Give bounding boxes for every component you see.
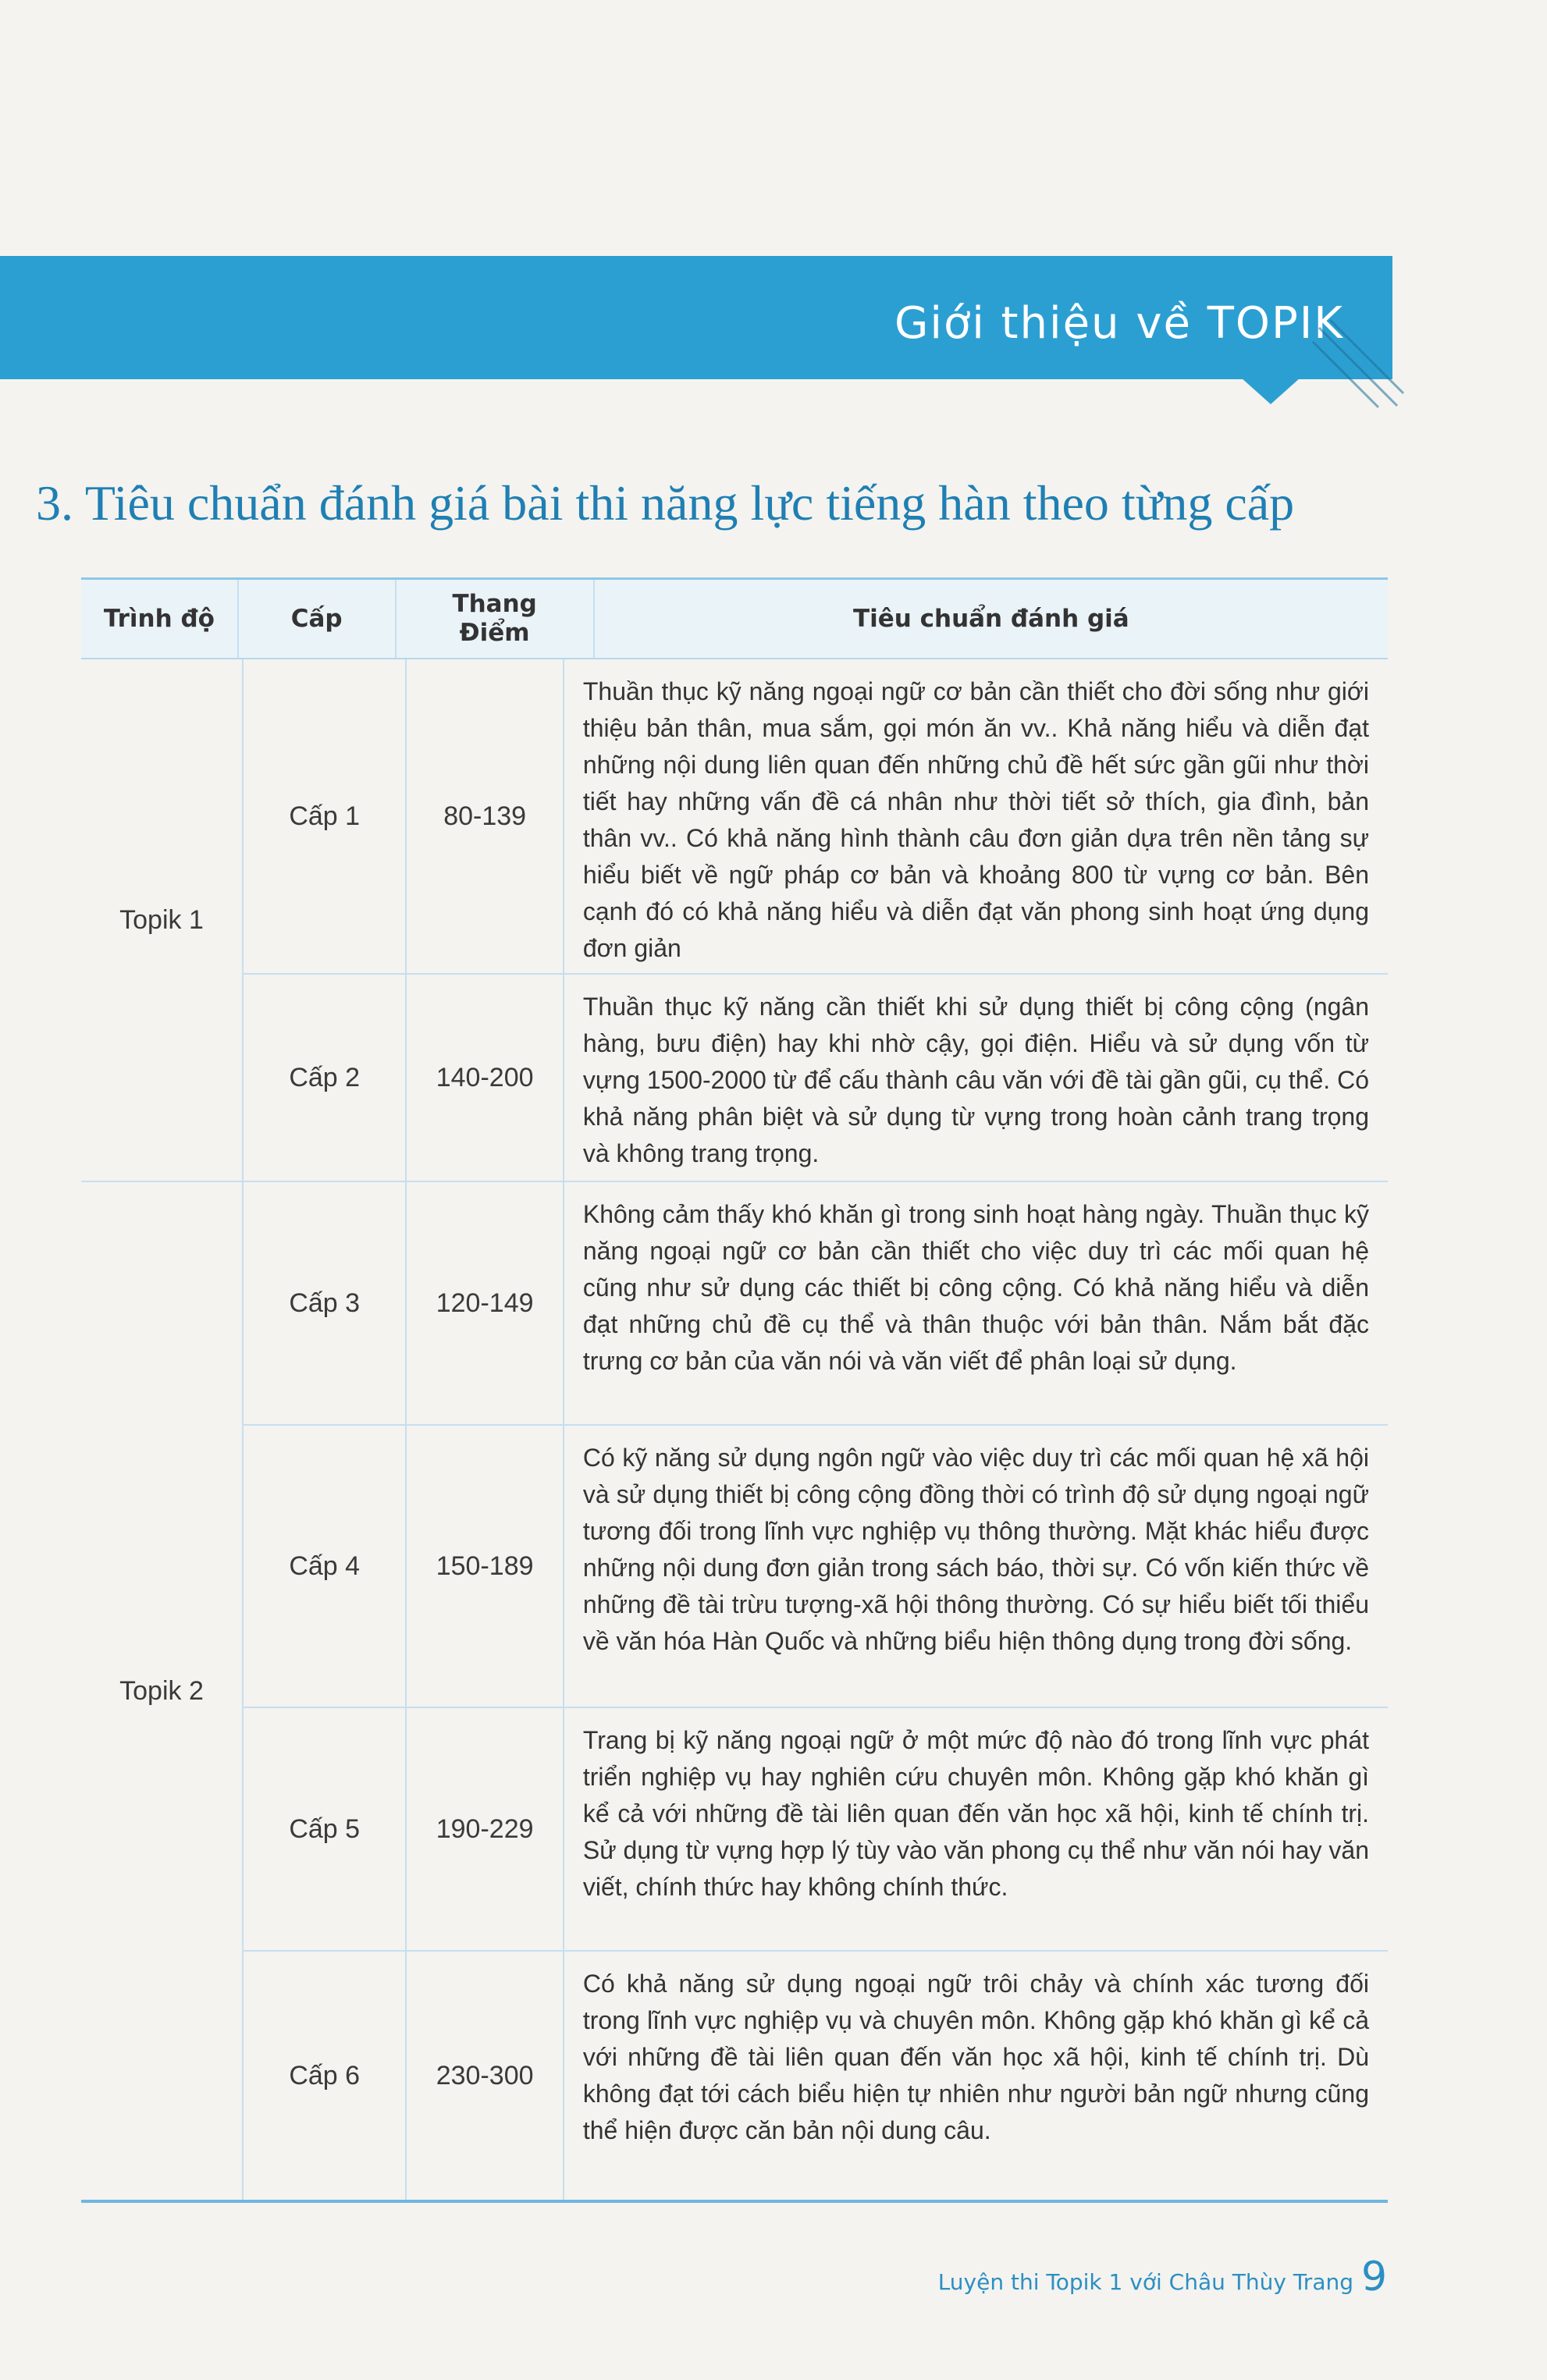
section-title: 3. Tiêu chuẩn đánh giá bài thi năng lực tiếng hàn theo từng cấp [36,475,1295,531]
score-cell: 80-139 [407,659,564,973]
criteria-cell: Có kỹ năng sử dụng ngôn ngữ vào việc duy trì các mối quan hệ xã hội và sử dụng thiết bị công cộng đồng thời có trình độ sử dụng ngoại ngữ tương đối trong lĩnh vực nghiệp vụ thông thường. Mặt khác hiểu được những nội dung đơn giản trong sách báo, thời sự. Có vốn kiến thức về những đề tài trừu tượng-xã hội thông thường. Có sự hiểu biết tối thiểu về văn hóa Hàn Quốc và những biểu hiện thông dụng trong đời sống. [582,1444,1369,1655]
page-number: 9 [1361,2254,1388,2300]
score-cell: 150-189 [407,1426,564,1707]
footer-book-title: Luyện thi Topik 1 với Châu Thùy Trang [937,2269,1353,2295]
criteria-cell: Trang bị kỹ năng ngoại ngữ ở một mức độ nào đó trong lĩnh vực phát triển nghiệp vụ hay nghiên cứu chuyên môn. Không gặp khó khăn gì kể cả với những đề tài liên quan đến văn học xã hội, kinh tế chính trị. Sử dụng từ vựng hợp lý tùy vào văn phong cụ thể như văn nói hay văn viết, chính thức hay không chính thức. [582,1726,1369,1901]
evaluation-table [81,577,1388,2203]
score-cell: 190-229 [407,1708,564,1950]
header-level: Trình độ [103,604,215,633]
banner-title: Giới thiệu về TOPIK [894,298,1344,349]
level-cell: Topik 2 [81,1181,242,2200]
level-column [81,659,244,2200]
table-row [244,1424,1388,1707]
grade-cell: Cấp 2 [244,975,407,1181]
grade-cell: Cấp 5 [244,1708,407,1950]
table-body [81,659,1388,2200]
score-cell: 140-200 [407,975,564,1181]
grade-cell: Cấp 6 [244,1952,407,2200]
grade-cell: Cấp 1 [244,659,407,973]
pencil-decoration-icon [1311,312,1405,414]
criteria-cell: Không cảm thấy khó khăn gì trong sinh hoạt hàng ngày. Thuần thục kỹ năng ngoại ngữ cơ bản cần thiết cho việc duy trì các mối quan hệ cũng như sử dụng các thiết bị công cộng. Có khả năng hiểu và diễn đạt những chủ đề cụ thể và thân thuộc với bản thân. Nắm bắt đặc trưng cơ bản của văn nói và văn viết để phân loại sử dụng. [582,1200,1369,1375]
table-row [244,1707,1388,1950]
criteria-cell: Thuần thục kỹ năng cần thiết khi sử dụng thiết bị công cộng (ngân hàng, bưu điện) hay khi nhờ cậy, gọi điện. Hiểu và sử dụng vốn từ vựng 1500-2000 từ để cấu thành câu văn với đề tài gần gũi, cụ thể. Có khả năng phân biệt và sử dụng từ vựng trong hoàn cảnh trang trọng và không trang trọng. [582,993,1369,1167]
score-cell: 230-300 [407,1952,564,2200]
score-cell: 120-149 [407,1182,564,1424]
grade-cell: Cấp 3 [244,1182,407,1424]
table-row [244,1950,1388,2200]
grade-rows [244,659,1388,2200]
table-row [244,973,1388,1181]
level-cell: Topik 1 [119,904,204,935]
table-row [244,1181,1388,1424]
criteria-cell: Thuần thục kỹ năng ngoại ngữ cơ bản cần thiết cho đời sống như giới thiệu bản thân, mua sắm, gọi món ăn vv.. Khả năng hiểu và diễn đạt những nội dung liên quan đến những chủ đề hết sức gần gũi như thời tiết hay những vấn đề cá nhân như thời tiết sở thích, gia đình, bản thân vv.. Có khả năng hình thành câu đơn giản dựa trên nền tảng sự hiểu biết về ngữ pháp cơ bản và khoảng 800 từ vựng cơ bản. Bên cạnh đó có khả năng hiểu và diễn đạt văn phong sinh hoạt ứng dụng đơn giản [582,677,1369,962]
table-header [81,580,1388,659]
banner-notch [1241,378,1300,404]
header-criteria: Tiêu chuẩn đánh giá [593,580,1388,658]
grade-cell: Cấp 4 [244,1426,407,1707]
header-score: Thang Điểm [395,580,593,658]
header-grade: Cấp [237,580,395,658]
criteria-cell: Có khả năng sử dụng ngoại ngữ trôi chảy và chính xác tương đối trong lĩnh vực nghiệp vụ và chuyên môn. Không gặp khó khăn gì kể cả với những đề tài liên quan đến văn học xã hội, kinh tế chính trị. Dù không đạt tới cách biểu hiện tự nhiên như người bản ngữ nhưng cũng thể hiện được căn bản nội dung câu. [582,1970,1369,2144]
table-row [244,659,1388,973]
